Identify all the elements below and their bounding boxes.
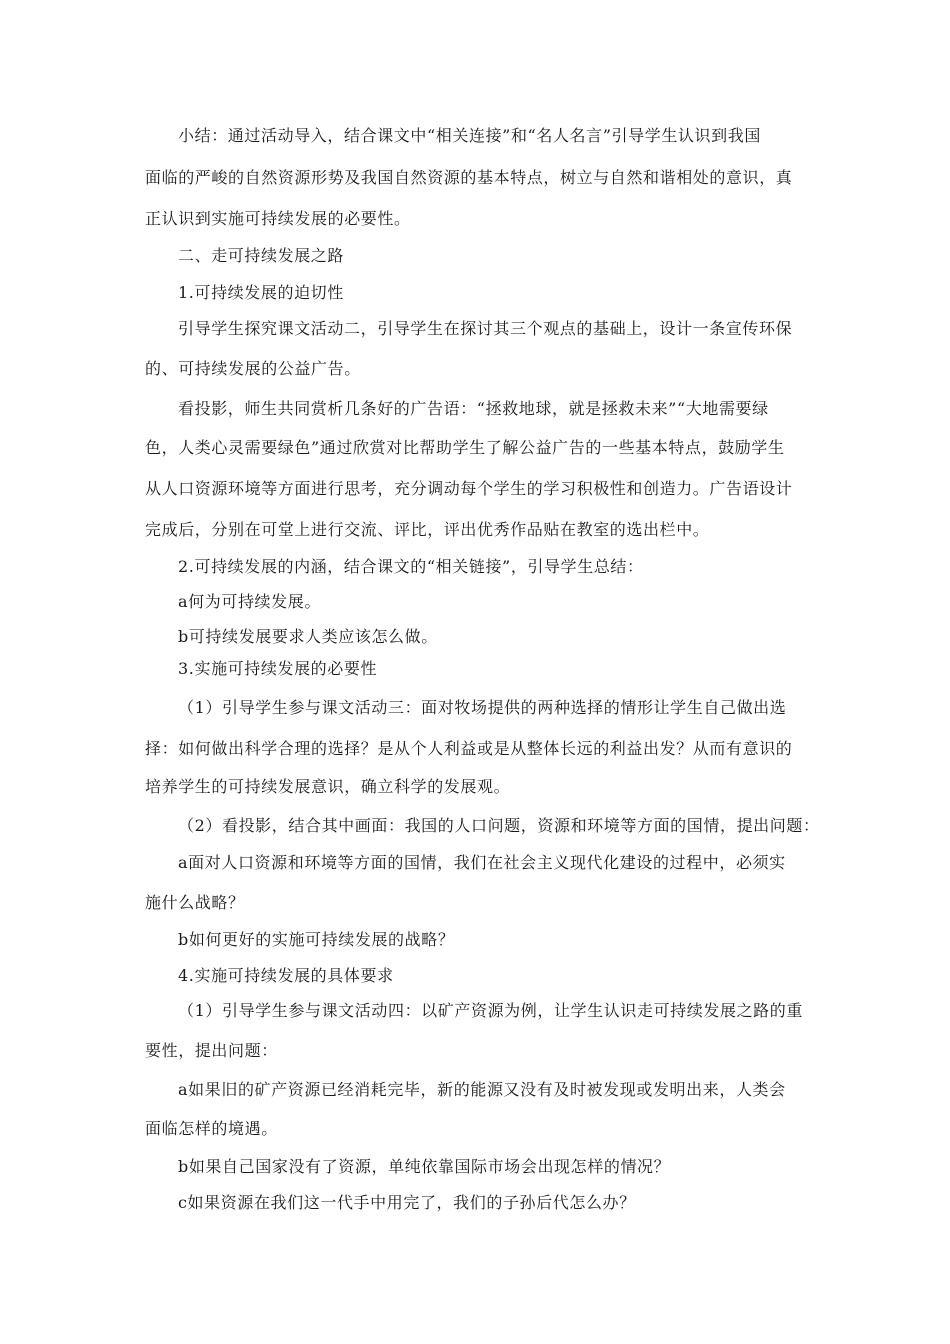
paragraph-slogans-line-1: 看投影，师生共同赏析几条好的广告语：“拯救地球，就是拯救未来”“大地需要绿 [178, 399, 769, 418]
paragraph-slogans-line-3: 从人口资源环境等方面进行思考，充分调动每个学生的学习积极性和创造力。广告语设计 [145, 479, 793, 498]
list-item-b: b可持续发展要求人类应该怎么做。 [178, 627, 438, 646]
question-c2: c如果资源在我们这一代手中用完了，我们的子孙后代怎么办？ [178, 1193, 636, 1212]
paragraph-activity4-line-1: （1）引导学生参与课文活动四：以矿产资源为例，让学生认识走可持续发展之路的重 [178, 1001, 803, 1020]
question-b: b如何更好的实施可持续发展的战略？ [178, 930, 455, 949]
paragraph-slogans-line-4: 完成后，分别在可堂上进行交流、评比，评出优秀作品贴在教室的选出栏中。 [145, 520, 710, 539]
paragraph-summary-line-1: 小结：通过活动导入，结合课文中“相关连接”和“名人名言”引导学生认识到我国 [178, 126, 761, 145]
question-b2: b如果自己国家没有了资源，单纯依靠国际市场会出现怎样的情况？ [178, 1157, 671, 1176]
paragraph-summary-line-2: 面临的严峻的自然资源形势及我国自然资源的基本特点，树立与自然和谐相处的意识，真 [145, 168, 793, 187]
paragraph-summary-line-3: 正认识到实施可持续发展的必要性。 [145, 209, 411, 228]
section-heading: 二、走可持续发展之路 [178, 246, 345, 265]
subheading-3: 3.实施可持续发展的必要性 [178, 659, 378, 678]
paragraph-activity2-line-2: 的、可持续发展的公益广告。 [145, 359, 361, 378]
list-item-a: a何为可持续发展。 [178, 592, 321, 611]
question-a2-line-1: a如果旧的矿产资源已经消耗完毕，新的能源又没有及时被发现或发明出来，人类会 [178, 1080, 786, 1099]
paragraph-projection-line-1: （2）看投影，结合其中画面：我国的人口问题，资源和环境等方面的国情，提出问题： [178, 816, 820, 835]
paragraph-activity3-line-1: （1）引导学生参与课文活动三：面对牧场提供的两种选择的情形让学生自己做出选 [178, 698, 787, 717]
subheading-1: 1.可持续发展的迫切性 [178, 283, 344, 302]
paragraph-activity4-line-2: 要性，提出问题： [145, 1041, 278, 1060]
paragraph-activity2-line-1: 引导学生探究课文活动二，引导学生在探讨其三个观点的基础上，设计一条宣传环保 [178, 319, 793, 338]
paragraph-slogans-line-2: 色，人类心灵需要绿色”通过欣赏对比帮助学生了解公益广告的一些基本特点，鼓励学生 [145, 438, 785, 457]
question-a-line-1: a面对人口资源和环境等方面的国情，我们在社会主义现代化建设的过程中，必须实 [178, 853, 786, 872]
paragraph-activity3-line-3: 培养学生的可持续发展意识，确立科学的发展观。 [145, 777, 511, 796]
question-a-line-2: 施什么战略？ [145, 893, 245, 912]
subheading-2: 2.可持续发展的内涵，结合课文的“相关链接”，引导学生总结： [178, 557, 644, 576]
paragraph-activity3-line-2: 择：如何做出科学合理的选择？是从个人利益或是从整体长远的利益出发？从而有意识的 [145, 739, 793, 758]
question-a2-line-2: 面临怎样的境遇。 [145, 1119, 278, 1138]
subheading-4: 4.实施可持续发展的具体要求 [178, 966, 394, 985]
